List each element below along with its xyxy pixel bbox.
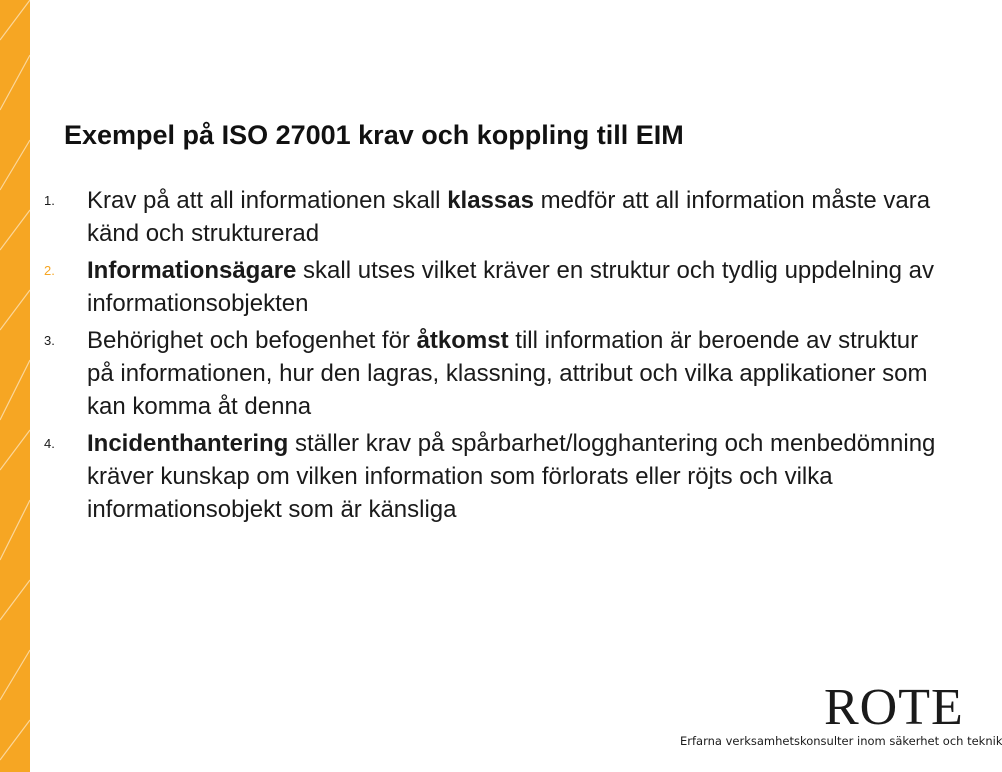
slide-title: Exempel på ISO 27001 krav och koppling till EIM bbox=[64, 120, 684, 150]
list-number: 2. bbox=[44, 263, 55, 278]
list-number: 3. bbox=[44, 333, 55, 348]
item-text: Behörighet och befogenhet för bbox=[87, 327, 417, 354]
logo-tagline: Erfarna verksamhetskonsulter inom säkerhet och teknik bbox=[680, 734, 1002, 748]
decorative-side-bar bbox=[0, 0, 30, 772]
requirement-list bbox=[44, 184, 944, 526]
item-text: medför att all information måste vara känd och strukturerad bbox=[87, 187, 931, 247]
list-item bbox=[44, 324, 944, 423]
list-item bbox=[44, 184, 944, 250]
item-text: Krav på att all informationen skall bbox=[87, 187, 448, 214]
list-number: 1. bbox=[44, 193, 55, 208]
item-text: skall utses vilket kräver en struktur och tydlig uppdelning av informationsobjekten bbox=[87, 257, 935, 317]
company-logo bbox=[676, 676, 1002, 766]
item-text: till information är beroende av struktur på informationen, hur den lagras, klassning, attribut och vilka applikationer som kan komma åt denna bbox=[87, 327, 928, 420]
item-text: ställer krav på spårbarhet/logghantering och menbedömning kräver kunskap om vilken information som förlorats eller röjts och vilka informationsobjekt som är känsliga bbox=[87, 430, 936, 523]
item-keyword: Informationsägare bbox=[87, 257, 297, 284]
list-number: 4. bbox=[44, 436, 55, 451]
diagonal-stripes-decoration bbox=[0, 0, 30, 772]
item-keyword: Incidenthantering bbox=[87, 430, 289, 457]
logo-wordmark: ROTE bbox=[824, 679, 964, 736]
item-keyword: klassas bbox=[447, 187, 534, 214]
list-item bbox=[44, 427, 944, 526]
item-keyword: åtkomst bbox=[416, 327, 509, 354]
list-item bbox=[44, 254, 944, 320]
